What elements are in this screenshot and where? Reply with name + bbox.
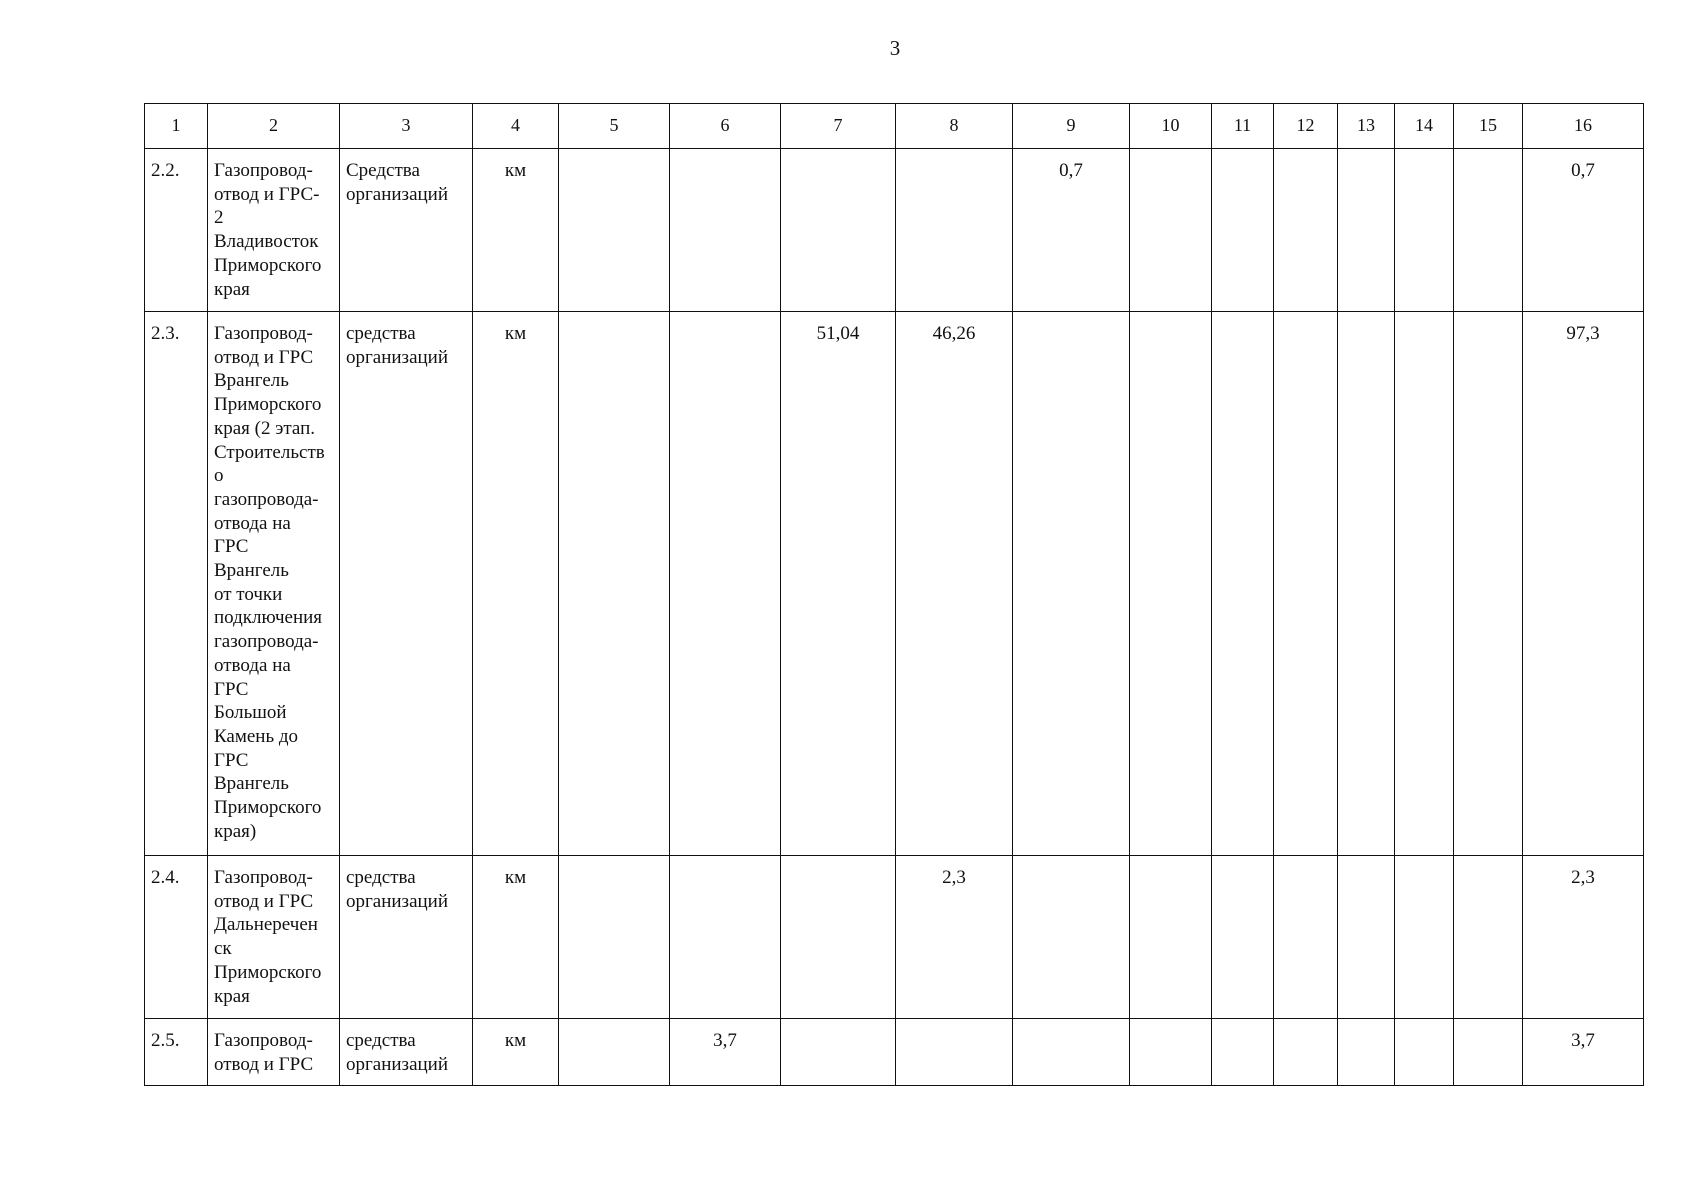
object-name-line: подключения: [214, 607, 323, 629]
value-cell-c9: [1013, 856, 1130, 1019]
page-number: 3: [889, 36, 901, 60]
data-table: [144, 103, 1644, 1086]
value-cell-c5-text: [559, 1019, 669, 1035]
object-name-line: отвод и ГРС-: [214, 183, 320, 205]
object-name-line: края): [214, 820, 257, 842]
object-name-line: отвода на: [214, 654, 291, 676]
object-name-line: края: [214, 278, 250, 300]
value-cell-c8-text: 46,26: [932, 323, 976, 344]
table-row: [145, 312, 1644, 856]
value-cell-c8-text: [896, 149, 1012, 165]
value-cell-c13: [1338, 1019, 1395, 1086]
object-name-line: Приморского: [214, 394, 322, 416]
column-header-1: 1: [145, 104, 208, 149]
object-name-line: Строительств: [214, 441, 325, 463]
row-number-cell: [145, 312, 208, 856]
object-name-line: Врангель: [214, 370, 289, 392]
value-cell-c7: [781, 312, 896, 856]
value-cell-c13-text: [1338, 149, 1394, 165]
value-cell-c13-text: [1338, 856, 1394, 872]
value-cell-c8-text: [896, 1019, 1012, 1035]
object-name-line: отвод и ГРС: [214, 346, 314, 368]
value-cell-c10-text: [1130, 312, 1211, 328]
value-cell-c14: [1395, 149, 1454, 312]
funding-source-cell-text: средства организаций: [346, 323, 449, 368]
column-header-14: 14: [1395, 104, 1454, 149]
value-cell-c10-text: [1130, 1019, 1211, 1035]
value-cell-c6: [670, 856, 781, 1019]
column-header-3: 3: [340, 104, 473, 149]
total-cell: [1523, 1019, 1644, 1086]
total-cell-text: 97,3: [1566, 323, 1600, 344]
object-name-line: Приморского: [214, 254, 322, 276]
value-cell-c11: [1212, 312, 1274, 856]
total-cell: [1523, 856, 1644, 1019]
value-cell-c12: [1274, 312, 1338, 856]
object-name-line: Владивосток: [214, 231, 319, 253]
value-cell-c10: [1130, 856, 1212, 1019]
object-name-cell-text: [208, 856, 339, 1014]
value-cell-c7: [781, 149, 896, 312]
value-cell-c14-text: [1395, 312, 1453, 328]
object-name-line: Дальнеречен: [214, 914, 318, 936]
object-name-line: ГРС: [214, 749, 249, 771]
value-cell-c5: [559, 1019, 670, 1086]
value-cell-c15: [1454, 312, 1523, 856]
value-cell-c6: [670, 149, 781, 312]
value-cell-c5-text: [559, 149, 669, 165]
column-header-10: 10: [1130, 104, 1212, 149]
column-header-13: 13: [1338, 104, 1395, 149]
value-cell-c13: [1338, 149, 1395, 312]
value-cell-c11-text: [1212, 1019, 1273, 1035]
value-cell-c14-text: [1395, 149, 1453, 165]
column-header-7: 7: [781, 104, 896, 149]
table-row: [145, 149, 1644, 312]
value-cell-c15: [1454, 149, 1523, 312]
value-cell-c12-text: [1274, 149, 1337, 165]
value-cell-c10-text: [1130, 149, 1211, 165]
value-cell-c15: [1454, 1019, 1523, 1086]
value-cell-c15-text: [1454, 149, 1522, 165]
value-cell-c13-text: [1338, 312, 1394, 328]
object-name-cell: [208, 149, 340, 312]
object-name-line: газопровода-: [214, 488, 319, 510]
funding-source-cell-text: Средства организаций: [346, 160, 449, 205]
value-cell-c10: [1130, 1019, 1212, 1086]
value-cell-c6-text: 3,7: [713, 1030, 737, 1051]
column-header-9: 9: [1013, 104, 1130, 149]
value-cell-c12-text: [1274, 1019, 1337, 1035]
column-header-11: 11: [1212, 104, 1274, 149]
row-number-cell-text: 2.4.: [151, 867, 180, 888]
value-cell-c5-text: [559, 856, 669, 872]
value-cell-c6-text: [670, 312, 780, 328]
object-name-cell-text: [208, 149, 339, 307]
total-cell-text: 3,7: [1571, 1030, 1595, 1051]
object-name-cell: [208, 312, 340, 856]
unit-cell-text: км: [504, 323, 527, 344]
value-cell-c8: [896, 149, 1013, 312]
object-name-line: Приморского: [214, 961, 322, 983]
value-cell-c11-text: [1212, 856, 1273, 872]
object-name-line: отвод и ГРС: [214, 1053, 314, 1075]
row-number-cell: [145, 149, 208, 312]
value-cell-c12: [1274, 856, 1338, 1019]
value-cell-c9-text: [1013, 1019, 1129, 1035]
value-cell-c8: [896, 856, 1013, 1019]
value-cell-c12-text: [1274, 312, 1337, 328]
value-cell-c11-text: [1212, 312, 1273, 328]
column-header-4: 4: [473, 104, 559, 149]
value-cell-c6-text: [670, 856, 780, 872]
unit-cell: [473, 1019, 559, 1086]
value-cell-c7: [781, 856, 896, 1019]
funding-source-cell-text: средства организаций: [346, 867, 449, 912]
value-cell-c9-text: [1013, 312, 1129, 328]
unit-cell: [473, 856, 559, 1019]
object-name-cell-text: [208, 312, 339, 849]
row-number-cell: [145, 856, 208, 1019]
value-cell-c8: [896, 1019, 1013, 1086]
unit-cell: [473, 312, 559, 856]
object-name-line: отвода на: [214, 512, 291, 534]
value-cell-c14: [1395, 1019, 1454, 1086]
unit-cell-text: км: [504, 867, 527, 888]
object-name-line: Приморского: [214, 797, 322, 819]
funding-source-cell: [340, 856, 473, 1019]
value-cell-c15: [1454, 856, 1523, 1019]
value-cell-c9: [1013, 1019, 1130, 1086]
object-name-line: Газопровод-: [214, 160, 313, 181]
object-name-line: Газопровод-: [214, 1030, 313, 1051]
value-cell-c5: [559, 856, 670, 1019]
object-name-line: Врангель: [214, 560, 289, 582]
object-name-line: Врангель: [214, 773, 289, 795]
row-number-cell-text: 2.3.: [151, 323, 180, 344]
value-cell-c15-text: [1454, 1019, 1522, 1035]
value-cell-c10: [1130, 312, 1212, 856]
total-cell: [1523, 312, 1644, 856]
funding-source-cell: [340, 1019, 473, 1086]
column-header-6: 6: [670, 104, 781, 149]
value-cell-c11: [1212, 1019, 1274, 1086]
funding-source-cell: [340, 312, 473, 856]
table-row: [145, 856, 1644, 1019]
value-cell-c14-text: [1395, 1019, 1453, 1035]
value-cell-c6: [670, 1019, 781, 1086]
object-name-cell: [208, 1019, 340, 1086]
object-name-line: газопровода-: [214, 631, 319, 653]
value-cell-c15-text: [1454, 312, 1522, 328]
value-cell-c5: [559, 312, 670, 856]
value-cell-c13: [1338, 312, 1395, 856]
object-name-line: 2: [214, 207, 224, 229]
table-row: [145, 1019, 1644, 1086]
unit-cell-text: км: [504, 1030, 527, 1051]
value-cell-c12: [1274, 1019, 1338, 1086]
value-cell-c12: [1274, 149, 1338, 312]
value-cell-c14: [1395, 312, 1454, 856]
value-cell-c14-text: [1395, 856, 1453, 872]
value-cell-c9-text: 0,7: [1059, 160, 1083, 181]
object-name-line: о: [214, 465, 224, 487]
header-row: [145, 104, 1644, 149]
object-name-line: Камень до: [214, 725, 299, 747]
column-header-16: 16: [1523, 104, 1644, 149]
unit-cell: [473, 149, 559, 312]
total-cell-text: 0,7: [1571, 160, 1595, 181]
value-cell-c7: [781, 1019, 896, 1086]
value-cell-c6-text: [670, 149, 780, 165]
object-name-line: ГРС: [214, 678, 249, 700]
value-cell-c5: [559, 149, 670, 312]
object-name-line: ск: [214, 938, 232, 960]
object-name-cell-text: [208, 1019, 339, 1082]
object-name-line: Большой: [214, 702, 287, 724]
column-header-8: 8: [896, 104, 1013, 149]
column-header-15: 15: [1454, 104, 1523, 149]
value-cell-c11-text: [1212, 149, 1273, 165]
value-cell-c11: [1212, 856, 1274, 1019]
object-name-line: от точки: [214, 583, 283, 605]
value-cell-c11: [1212, 149, 1274, 312]
value-cell-c6: [670, 312, 781, 856]
row-number-cell: [145, 1019, 208, 1086]
value-cell-c9: [1013, 149, 1130, 312]
value-cell-c8: [896, 312, 1013, 856]
value-cell-c7-text: 51,04: [816, 323, 860, 344]
object-name-cell: [208, 856, 340, 1019]
total-cell: [1523, 149, 1644, 312]
value-cell-c7-text: [781, 149, 895, 165]
column-header-2: 2: [208, 104, 340, 149]
value-cell-c10-text: [1130, 856, 1211, 872]
value-cell-c8-text: 2,3: [942, 867, 966, 888]
value-cell-c12-text: [1274, 856, 1337, 872]
value-cell-c9-text: [1013, 856, 1129, 872]
column-header-5: 5: [559, 104, 670, 149]
object-name-line: края: [214, 985, 250, 1007]
object-name-line: края (2 этап.: [214, 417, 316, 439]
row-number-cell-text: 2.5.: [151, 1030, 180, 1051]
total-cell-text: 2,3: [1571, 867, 1595, 888]
value-cell-c13: [1338, 856, 1395, 1019]
object-name-line: ГРС: [214, 536, 249, 558]
value-cell-c14: [1395, 856, 1454, 1019]
unit-cell-text: км: [504, 160, 527, 181]
value-cell-c15-text: [1454, 856, 1522, 872]
value-cell-c10: [1130, 149, 1212, 312]
object-name-line: Газопровод-: [214, 323, 313, 344]
row-number-cell-text: 2.2.: [151, 160, 180, 181]
column-header-12: 12: [1274, 104, 1338, 149]
object-name-line: Газопровод-: [214, 867, 313, 888]
value-cell-c9: [1013, 312, 1130, 856]
value-cell-c7-text: [781, 856, 895, 872]
funding-source-cell: [340, 149, 473, 312]
funding-source-cell-text: средства организаций: [346, 1030, 449, 1075]
object-name-line: отвод и ГРС: [214, 890, 314, 912]
value-cell-c13-text: [1338, 1019, 1394, 1035]
value-cell-c5-text: [559, 312, 669, 328]
value-cell-c7-text: [781, 1019, 895, 1035]
